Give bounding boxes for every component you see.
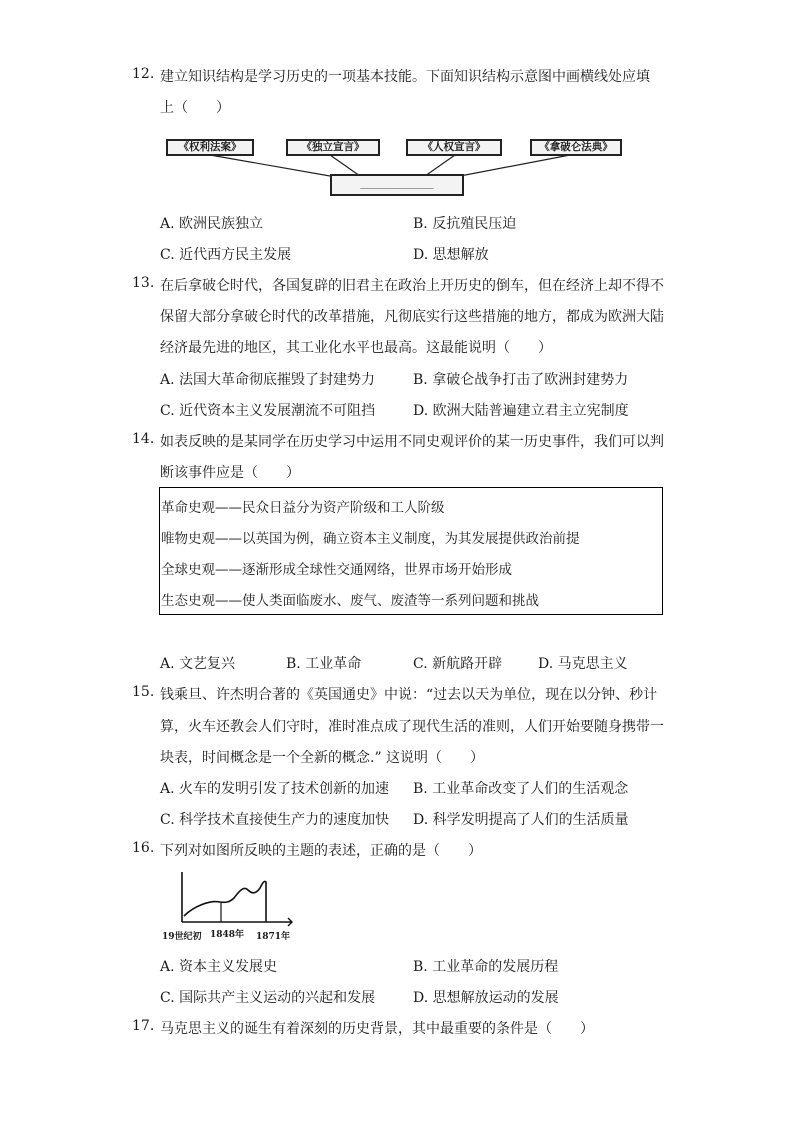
diagram-box-declaration-of-independence: 《独立宣言》 xyxy=(286,139,380,156)
question-16-option-a[interactable]: A. 资本主义发展史 xyxy=(160,959,278,975)
question-13-stem-line-3: 经济最先进的地区，其工业化水平也最高。这最能说明（ ） xyxy=(160,340,552,356)
question-15-number: 15. xyxy=(132,684,155,700)
question-16-option-c[interactable]: C. 国际共产主义运动的兴起和发展 xyxy=(160,990,376,1006)
question-14-stem-line-2: 断该事件应是（ ） xyxy=(160,465,300,481)
question-12-option-c[interactable]: C. 近代西方民主发展 xyxy=(160,247,292,263)
chart-label-1871: 1871年 xyxy=(256,932,291,942)
diagram-box-bill-of-rights: 《权利法案》 xyxy=(166,139,254,156)
diagram-answer-blank: ＿＿＿＿＿＿＿ xyxy=(330,174,464,196)
question-14-stem-line-1: 如表反映的是某同学在历史学习中运用不同史观评价的某一历史事件，我们可以判 xyxy=(160,434,664,450)
question-13-option-b[interactable]: B. 拿破仑战争打击了欧洲封建势力 xyxy=(413,372,629,388)
question-12-option-a[interactable]: A. 欧洲民族独立 xyxy=(160,216,264,232)
question-13-option-d[interactable]: D. 欧洲大陆普遍建立君主立宪制度 xyxy=(413,403,629,419)
question-14-option-b[interactable]: B. 工业革命 xyxy=(286,656,362,672)
question-13-option-c[interactable]: C. 近代资本主义发展潮流不可阻挡 xyxy=(160,403,376,419)
question-14-option-a[interactable]: A. 文艺复兴 xyxy=(160,656,236,672)
question-15-option-d[interactable]: D. 科学发明提高了人们的生活质量 xyxy=(413,812,629,828)
question-12-option-b[interactable]: B. 反抗殖民压迫 xyxy=(413,216,517,232)
chart-label-1848: 1848年 xyxy=(210,930,245,940)
question-12-option-d[interactable]: D. 思想解放 xyxy=(413,247,489,263)
question-13-stem-line-1: 在后拿破仑时代，各国复辟的旧君主在政治上开历史的倒车，但在经济上却不得不 xyxy=(160,278,664,294)
question-17-number: 17. xyxy=(132,1018,155,1034)
trend-figure-graphic xyxy=(160,872,295,930)
trend-figure xyxy=(160,872,295,942)
question-12-stem-line-1: 建立知识结构是学习历史的一项基本技能。下面知识结构示意图中画横线处应填 xyxy=(160,69,650,85)
question-15-stem-line-1: 钱乘旦、许杰明合著的《英国通史》中说：“过去以天为单位，现在以分钟、秒计 xyxy=(160,687,658,703)
knowledge-structure-diagram xyxy=(160,133,630,198)
diagram-box-napoleonic-code: 《拿破仑法典》 xyxy=(530,139,622,156)
historical-views-table xyxy=(159,487,663,615)
question-14-number: 14. xyxy=(132,431,155,447)
table-row-global-view: 全球史观——逐渐形成全球性交通网络，世界市场开始形成 xyxy=(161,562,512,578)
question-16-number: 16. xyxy=(132,840,155,856)
question-15-option-a[interactable]: A. 火车的发明引发了技术创新的加速 xyxy=(160,781,390,797)
question-16-option-d[interactable]: D. 思想解放运动的发展 xyxy=(413,990,559,1006)
question-12-number: 12. xyxy=(132,66,155,82)
question-13-stem-line-2: 保留大部分拿破仑时代的改革措施，凡彻底实行这些措施的地方，都成为欧洲大陆 xyxy=(160,309,664,325)
question-17-stem-line-1: 马克思主义的诞生有着深刻的历史背景，其中最重要的条件是（ ） xyxy=(160,1021,594,1037)
question-13-option-a[interactable]: A. 法国大革命彻底摧毁了封建势力 xyxy=(160,372,376,388)
question-15-option-c[interactable]: C. 科学技术直接使生产力的速度加快 xyxy=(160,812,390,828)
table-row-revolution-view: 革命史观——民众日益分为资产阶级和工人阶级 xyxy=(161,500,445,516)
question-15-stem-line-3: 块表，时间概念是一个全新的概念.” 这说明（ ） xyxy=(160,750,485,766)
question-16-stem-line-1: 下列对如图所反映的主题的表述，正确的是（ ） xyxy=(160,843,482,859)
question-14-option-c[interactable]: C. 新航路开辟 xyxy=(413,656,503,672)
question-12-stem-line-2: 上（ ） xyxy=(160,100,230,116)
question-16-option-b[interactable]: B. 工业革命的发展历程 xyxy=(413,959,559,975)
table-row-materialist-view: 唯物史观——以英国为例，确立资本主义制度，为其发展提供政治前提 xyxy=(161,531,580,547)
question-15-option-b[interactable]: B. 工业革命改变了人们的生活观念 xyxy=(413,781,629,797)
question-13-number: 13. xyxy=(132,275,155,291)
diagram-box-declaration-of-rights-of-man: 《人权宣言》 xyxy=(406,139,502,156)
chart-label-early-19th-century: 19世纪初 xyxy=(162,932,202,942)
question-15-stem-line-2: 算，火车还教会人们守时，准时准点成了现代生活的准则，人们开始要随身携带一 xyxy=(160,719,664,735)
question-14-option-d[interactable]: D. 马克思主义 xyxy=(538,656,628,672)
table-row-ecological-view: 生态史观——使人类面临废水、废气、废渣等一系列问题和挑战 xyxy=(161,593,539,609)
